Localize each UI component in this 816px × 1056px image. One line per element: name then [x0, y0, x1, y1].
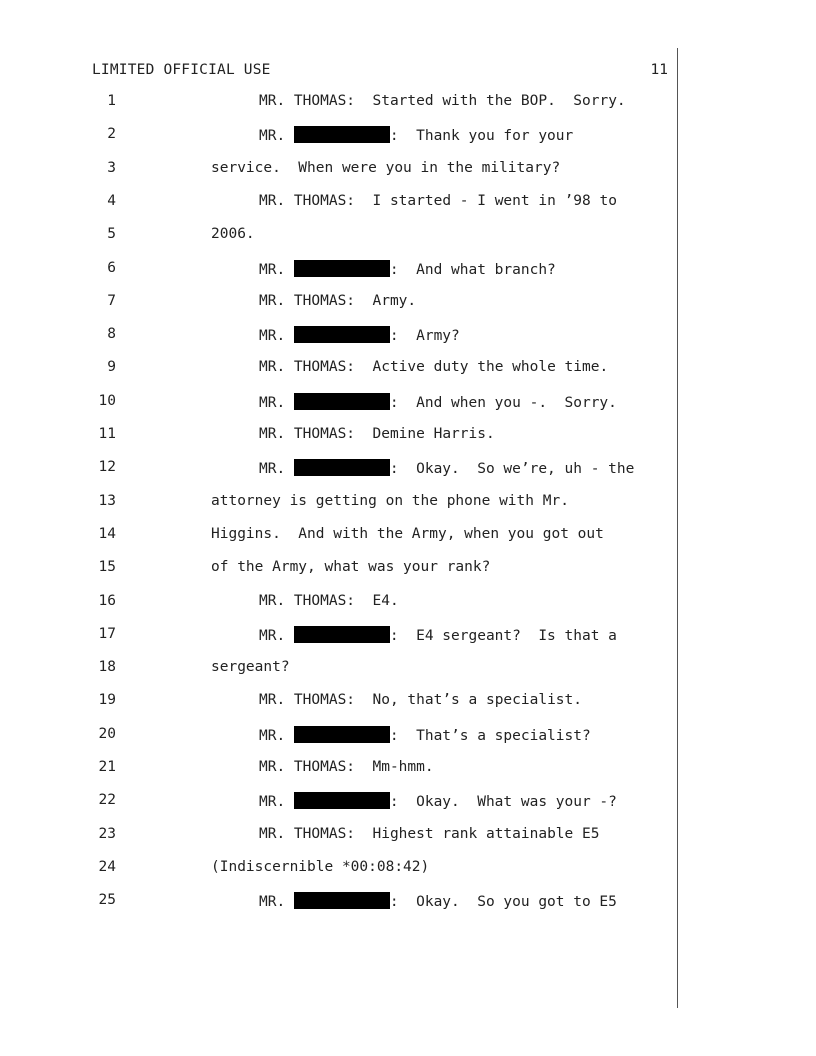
line-text-lead: MR. THOMAS: Started with the BOP. Sorry. [259, 93, 626, 109]
transcript-line [0, 759, 816, 779]
line-number: 10 [98, 392, 116, 409]
line-text [211, 526, 604, 542]
transcript-line [0, 326, 816, 346]
line-text [259, 359, 608, 375]
line-text [259, 726, 591, 744]
transcript-line [0, 826, 816, 846]
line-number: 5 [107, 226, 116, 243]
redaction-box [294, 126, 390, 143]
line-text [211, 559, 490, 575]
transcript-line [0, 726, 816, 746]
line-text-lead: 2006. [211, 226, 255, 243]
transcript-line [0, 493, 816, 513]
line-text-tail: : And when you -. Sorry. [389, 394, 617, 411]
line-text [211, 859, 429, 875]
redaction-box [294, 892, 390, 909]
line-text-lead: MR. [259, 128, 294, 145]
line-text-lead: MR. THOMAS: Army. [259, 292, 417, 309]
line-number: 16 [98, 592, 116, 609]
line-text [259, 459, 634, 477]
line-text [211, 160, 560, 176]
transcript-line [0, 126, 816, 146]
line-text [259, 426, 495, 442]
redaction-box [294, 459, 390, 476]
transcript-line [0, 160, 816, 180]
line-text [259, 260, 556, 278]
line-number: 1 [107, 93, 116, 109]
line-text [259, 193, 617, 209]
line-text-lead: MR. THOMAS: Active duty the whole time. [259, 359, 609, 376]
redaction-box [294, 326, 390, 343]
line-text-lead: MR. [259, 261, 294, 278]
line-text [259, 593, 399, 609]
line-text-lead: MR. THOMAS: Highest rank attainable E5 [259, 825, 600, 842]
transcript-line [0, 692, 816, 712]
line-text [259, 892, 617, 910]
line-text-lead: (Indiscernible *00:08:42) [211, 858, 430, 875]
line-text-tail: : Thank you for your [389, 128, 574, 145]
transcript-line [0, 892, 816, 912]
line-text-lead: MR. [259, 394, 294, 411]
transcript-line [0, 293, 816, 313]
transcript-line [0, 593, 816, 613]
transcript-line [0, 526, 816, 546]
line-number: 4 [107, 192, 116, 209]
transcript-line [0, 659, 816, 679]
line-text [259, 792, 617, 810]
transcript-line [0, 260, 816, 280]
line-text [211, 226, 255, 242]
transcript-line [0, 226, 816, 246]
line-text [259, 126, 573, 144]
line-text-lead: MR. [259, 627, 294, 644]
line-text-lead: of the Army, what was your rank? [211, 559, 491, 576]
line-text-tail: : E4 sergeant? Is that a [389, 627, 617, 644]
line-number: 24 [98, 858, 116, 875]
line-number: 2 [107, 126, 116, 143]
line-number: 11 [98, 426, 116, 442]
line-number: 22 [98, 792, 116, 809]
line-text-tail: : Army? [389, 328, 460, 345]
line-number: 12 [98, 459, 116, 476]
line-text-lead: attorney is getting on the phone with Mr. [211, 492, 569, 509]
line-text-tail: : Okay. So we’re, uh - the [389, 461, 635, 478]
line-text-lead: MR. [259, 894, 294, 911]
transcript-line [0, 359, 816, 379]
line-text-lead: MR. THOMAS: No, that’s a specialist. [259, 692, 583, 709]
transcript-line [0, 93, 816, 113]
line-text [211, 659, 290, 675]
line-text [259, 393, 617, 411]
line-number: 23 [98, 825, 116, 842]
line-number: 6 [107, 259, 116, 276]
line-number: 7 [107, 292, 116, 309]
transcript-line [0, 626, 816, 646]
line-text [211, 493, 569, 509]
line-number: 9 [107, 359, 116, 376]
line-number: 15 [98, 559, 116, 576]
transcript-line [0, 426, 816, 446]
redaction-box [294, 260, 390, 277]
line-number: 20 [98, 725, 116, 742]
line-number: 13 [98, 492, 116, 509]
line-number: 3 [107, 159, 116, 176]
line-text [259, 293, 416, 309]
line-text [259, 93, 626, 109]
line-text-lead: sergeant? [211, 659, 290, 676]
line-text-lead: MR. THOMAS: I started - I went in ’98 to [259, 192, 617, 209]
line-text [259, 826, 599, 842]
line-text-lead: MR. THOMAS: Mm-hmm. [259, 759, 434, 775]
redaction-box [294, 726, 390, 743]
line-text [259, 692, 582, 708]
line-text-lead: Higgins. And with the Army, when you got out [211, 525, 604, 542]
line-text-lead: MR. THOMAS: E4. [259, 592, 399, 609]
page-header [92, 62, 668, 80]
line-text-lead: MR. [259, 727, 294, 744]
line-text-tail: : And what branch? [389, 261, 556, 278]
line-text-lead: MR. [259, 794, 294, 811]
redaction-box [294, 792, 390, 809]
line-number: 14 [98, 525, 116, 542]
transcript-line [0, 859, 816, 879]
line-text-lead: MR. THOMAS: Demine Harris. [259, 426, 495, 442]
line-text-tail: : Okay. So you got to E5 [389, 894, 617, 911]
line-number: 18 [98, 659, 116, 676]
line-number: 21 [98, 759, 116, 775]
line-text-tail: : That’s a specialist? [389, 727, 591, 744]
transcript-line [0, 792, 816, 812]
page-number: 11 [650, 62, 668, 78]
redaction-box [294, 626, 390, 643]
line-text [259, 626, 617, 644]
line-number: 25 [98, 892, 116, 909]
line-text [259, 759, 434, 775]
line-text-tail: : Okay. What was your -? [389, 794, 617, 811]
line-text-lead: MR. [259, 328, 294, 345]
classification-marking: LIMITED OFFICIAL USE [92, 62, 271, 78]
line-number: 19 [98, 692, 116, 709]
line-text-lead: service. When were you in the military? [211, 159, 561, 176]
line-text-lead: MR. [259, 461, 294, 478]
transcript-line [0, 459, 816, 479]
line-number: 8 [107, 326, 116, 343]
transcript-line [0, 393, 816, 413]
transcript-line [0, 559, 816, 579]
line-number: 17 [98, 625, 116, 642]
line-text [259, 326, 460, 344]
transcript-line [0, 193, 816, 213]
redaction-box [294, 393, 390, 410]
